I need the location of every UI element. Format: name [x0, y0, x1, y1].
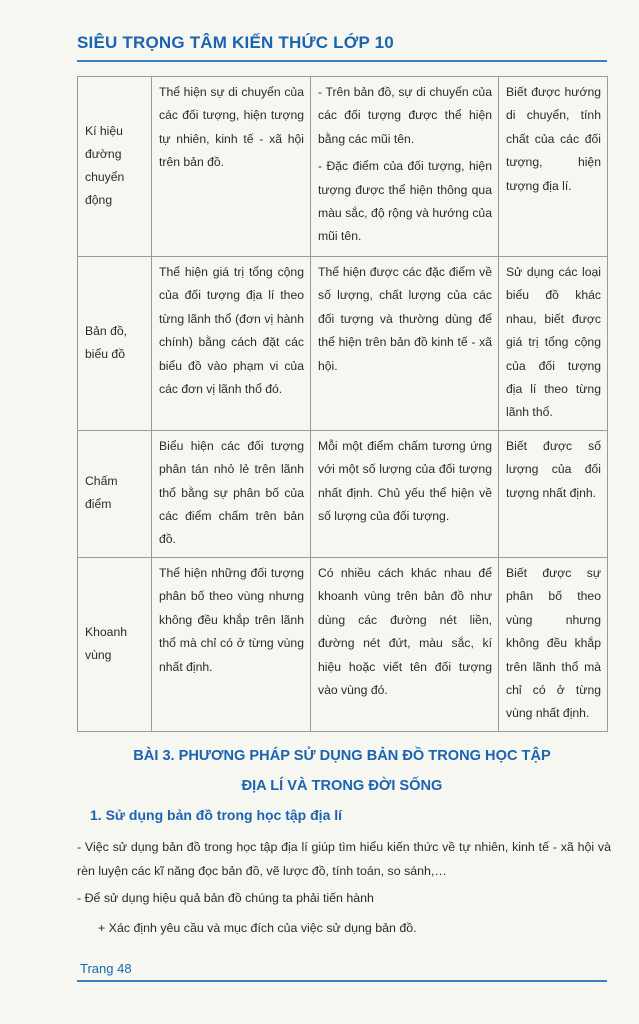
- body-paragraph: + Xác định yêu cầu và mục đích của việc sử dụng bản đồ.: [98, 921, 417, 935]
- feature-text: Có nhiều cách khác nhau để khoanh vùng trên bản đồ như dùng các đường nét liền, đường nét đứt, màu sắc, kí hiệu hoặc viết tên đối tượng vào vùng đó.: [318, 565, 492, 697]
- table-row: [78, 557, 608, 731]
- body-paragraph: - Việc sử dụng bản đồ trong học tập địa lí giúp tìm hiểu kiến thức về tự nhiên, kinh tế - xã hội và rèn luyện các kĩ năng đọc bản đồ, vẽ lược đồ, tính toán, so sánh,…: [77, 840, 611, 878]
- map-methods-table: [77, 76, 608, 732]
- table-row: [78, 77, 608, 257]
- section-title-line1: BÀI 3. PHƯƠNG PHÁP SỬ DỤNG BẢN ĐỒ TRONG HỌC TẬP: [133, 748, 551, 764]
- method-name-cell: Khoanh vùng: [78, 557, 152, 731]
- method-name-cell: Chấm điểm: [78, 430, 152, 557]
- feature-text: - Trên bản đồ, sự di chuyển của các đối tượng được thể hiện bằng các mũi tên.: [318, 85, 492, 146]
- subsection-heading: 1. Sử dụng bản đồ trong học tập địa lí: [90, 807, 343, 823]
- section-title-line2: ĐỊA LÍ VÀ TRONG ĐỜI SỐNG: [241, 778, 443, 794]
- table-row: [78, 430, 608, 557]
- page-number: Trang 48: [80, 961, 132, 976]
- method-description-cell: Thể hiện những đối tượng phân bố theo vùng nhưng không đều khắp trên lãnh thổ mà chỉ có ở từng vùng nhất định.: [152, 557, 311, 731]
- method-features-cell: [311, 557, 499, 731]
- method-description-cell: Thể hiện giá trị tổng cộng của đối tượng địa lí theo từng lãnh thổ (đơn vị hành chính) bằng cách đặt các biểu đồ vào phạm vi của các đơn vị lãnh thổ đó.: [152, 257, 311, 431]
- footer-divider: [77, 980, 607, 982]
- feature-text: - Đặc điểm của đối tượng, hiện tượng được thể hiện thông qua màu sắc, độ rộng và hướng của mũi tên.: [318, 159, 492, 244]
- method-purpose-cell: Biết được sự phân bố theo vùng nhưng không đều khắp trên lãnh thổ mà chỉ có ở từng vùng nhất định.: [499, 557, 608, 731]
- body-paragraph: - Để sử dụng hiệu quả bản đồ chúng ta phải tiến hành: [77, 891, 374, 905]
- method-purpose-cell: Sử dụng các loại biểu đồ khác nhau, biết được giá trị tổng cộng của đối tượng địa lí theo từng lãnh thổ.: [499, 257, 608, 431]
- table-row: [78, 257, 608, 431]
- method-description-cell: Thể hiện sự di chuyển của các đối tượng, hiện tượng tự nhiên, kinh tế - xã hội trên bản đồ.: [152, 77, 311, 257]
- header-divider: [77, 60, 607, 62]
- method-features-cell: [311, 77, 499, 257]
- method-purpose-cell: Biết được hướng di chuyển, tính chất của các đối tượng, hiện tượng địa lí.: [499, 77, 608, 257]
- method-name-cell: Bản đồ, biểu đồ: [78, 257, 152, 431]
- feature-text: Mỗi một điểm chấm tương ứng với một số lượng của đối tượng nhất định. Chủ yếu thể hiện về số lượng của đối tượng.: [318, 438, 492, 524]
- feature-text: Thể hiện được các đặc điểm về số lượng, chất lượng của các đối tượng và thường dùng để thể hiện trên bản đồ kinh tế - xã hội.: [318, 265, 492, 373]
- method-name-cell: Kí hiệu đường chuyển động: [78, 77, 152, 257]
- method-purpose-cell: Biết được số lượng của đối tượng nhất định.: [499, 430, 608, 557]
- header-title: SIÊU TRỌNG TÂM KIẾN THỨC LỚP 10: [77, 33, 394, 52]
- method-features-cell: [311, 430, 499, 557]
- method-description-cell: Biểu hiện các đối tượng phân tán nhỏ lẻ trên lãnh thổ bằng sự phân bố của các điểm chấm trên bản đồ.: [152, 430, 311, 557]
- method-features-cell: [311, 257, 499, 431]
